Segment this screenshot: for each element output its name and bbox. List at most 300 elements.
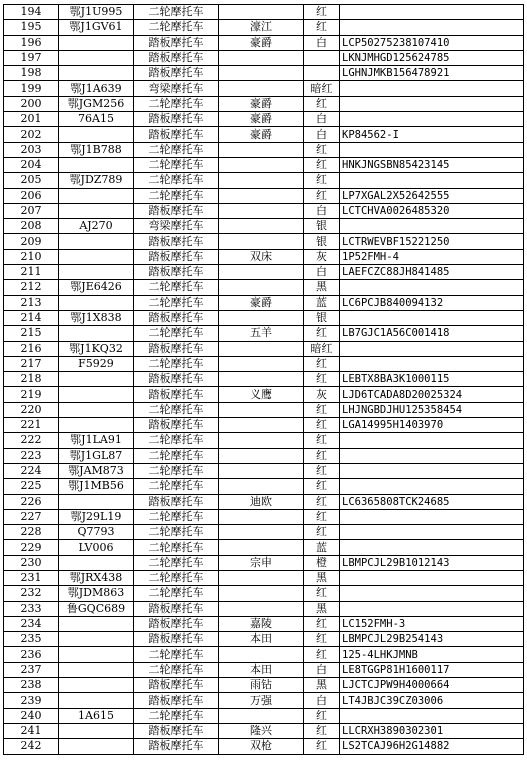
plate-number-cell: 鄂JRX438 <box>59 570 134 585</box>
brand-cell <box>219 463 304 478</box>
row-number-cell: 214 <box>4 310 59 325</box>
vehicle-type-cell: 二轮摩托车 <box>134 555 219 570</box>
vehicle-type-cell: 踏板摩托车 <box>134 341 219 356</box>
brand-cell <box>219 509 304 524</box>
vehicle-type-cell: 踏板摩托车 <box>134 723 219 738</box>
vehicle-color-cell: 红 <box>304 616 340 631</box>
plate-number-cell <box>59 35 134 50</box>
brand-cell: 双枪 <box>219 739 304 754</box>
vehicle-color-cell: 白 <box>304 112 340 127</box>
frame-number-cell: LJCTCJPW9H4000664 <box>340 678 524 693</box>
plate-number-cell <box>59 127 134 142</box>
vehicle-type-cell: 二轮摩托车 <box>134 5 219 20</box>
row-number-cell: 206 <box>4 188 59 203</box>
frame-number-cell: 1P52FMH-4 <box>340 249 524 264</box>
frame-number-cell: LBMPCJL29B254143 <box>340 632 524 647</box>
table-row <box>4 372 524 387</box>
brand-cell <box>219 586 304 601</box>
brand-cell <box>219 50 304 65</box>
frame-number-cell: LHJNGBDJHU125358454 <box>340 402 524 417</box>
table-row <box>4 188 524 203</box>
table-row <box>4 66 524 81</box>
frame-number-cell: HNKJNGSBN85423145 <box>340 157 524 172</box>
brand-cell <box>219 708 304 723</box>
table-row <box>4 509 524 524</box>
frame-number-cell <box>340 219 524 234</box>
plate-number-cell <box>59 739 134 754</box>
table-row <box>4 570 524 585</box>
plate-number-cell: 鄂JDM863 <box>59 586 134 601</box>
plate-number-cell <box>59 555 134 570</box>
brand-cell: 濠江 <box>219 20 304 35</box>
vehicle-color-cell: 蓝 <box>304 540 340 555</box>
plate-number-cell: 鄂J29L19 <box>59 509 134 524</box>
row-number-cell: 198 <box>4 66 59 81</box>
frame-number-cell <box>340 142 524 157</box>
vehicle-type-cell: 踏板摩托车 <box>134 35 219 50</box>
vehicle-type-cell: 踏板摩托车 <box>134 234 219 249</box>
row-number-cell: 202 <box>4 127 59 142</box>
row-number-cell: 238 <box>4 678 59 693</box>
brand-cell: 本田 <box>219 662 304 677</box>
vehicle-color-cell: 白 <box>304 203 340 218</box>
row-number-cell: 208 <box>4 219 59 234</box>
plate-number-cell: 1A615 <box>59 708 134 723</box>
frame-number-cell: LP7XGAL2X52642555 <box>340 188 524 203</box>
row-number-cell: 221 <box>4 418 59 433</box>
table-row <box>4 723 524 738</box>
table-row <box>4 678 524 693</box>
frame-number-cell: LGA14995H1403970 <box>340 418 524 433</box>
table-row <box>4 35 524 50</box>
vehicle-color-cell: 银 <box>304 219 340 234</box>
brand-cell <box>219 418 304 433</box>
vehicle-type-cell: 二轮摩托车 <box>134 570 219 585</box>
vehicle-color-cell: 红 <box>304 739 340 754</box>
vehicle-type-cell: 踏板摩托车 <box>134 616 219 631</box>
vehicle-color-cell: 蓝 <box>304 295 340 310</box>
row-number-cell: 216 <box>4 341 59 356</box>
brand-cell <box>219 402 304 417</box>
table-row <box>4 310 524 325</box>
brand-cell: 本田 <box>219 632 304 647</box>
plate-number-cell: 鄂J1X838 <box>59 310 134 325</box>
table-row <box>4 601 524 616</box>
vehicle-type-cell: 二轮摩托车 <box>134 708 219 723</box>
frame-number-cell <box>340 570 524 585</box>
frame-number-cell: LCTRWEVBF15221250 <box>340 234 524 249</box>
vehicle-table <box>3 4 524 755</box>
frame-number-cell: LJD6TCADA8D20025324 <box>340 387 524 402</box>
vehicle-color-cell: 银 <box>304 234 340 249</box>
row-number-cell: 237 <box>4 662 59 677</box>
brand-cell: 豪爵 <box>219 35 304 50</box>
plate-number-cell <box>59 693 134 708</box>
row-number-cell: 233 <box>4 601 59 616</box>
table-row <box>4 616 524 631</box>
table-row <box>4 356 524 371</box>
brand-cell: 豪爵 <box>219 127 304 142</box>
vehicle-color-cell: 红 <box>304 5 340 20</box>
brand-cell <box>219 66 304 81</box>
row-number-cell: 213 <box>4 295 59 310</box>
vehicle-color-cell: 红 <box>304 142 340 157</box>
frame-number-cell: LE8TGGP81H1600117 <box>340 662 524 677</box>
row-number-cell: 227 <box>4 509 59 524</box>
brand-cell <box>219 540 304 555</box>
table-row <box>4 157 524 172</box>
frame-number-cell: LT4JBJC39CZ03006 <box>340 693 524 708</box>
frame-number-cell <box>340 479 524 494</box>
plate-number-cell <box>59 402 134 417</box>
vehicle-type-cell: 踏板摩托车 <box>134 678 219 693</box>
row-number-cell: 220 <box>4 402 59 417</box>
vehicle-color-cell: 红 <box>304 402 340 417</box>
row-number-cell: 205 <box>4 173 59 188</box>
vehicle-color-cell: 黑 <box>304 601 340 616</box>
row-number-cell: 229 <box>4 540 59 555</box>
plate-number-cell: 鄂J1LA91 <box>59 433 134 448</box>
frame-number-cell: LC6365808TCK24685 <box>340 494 524 509</box>
plate-number-cell: 鄂JGM256 <box>59 96 134 111</box>
frame-number-cell: LGHNJMKB156478921 <box>340 66 524 81</box>
brand-cell: 双床 <box>219 249 304 264</box>
frame-number-cell <box>340 601 524 616</box>
table-row <box>4 341 524 356</box>
vehicle-type-cell: 踏板摩托车 <box>134 372 219 387</box>
table-row <box>4 5 524 20</box>
row-number-cell: 203 <box>4 142 59 157</box>
table-row <box>4 632 524 647</box>
plate-number-cell: 鄂JE6426 <box>59 280 134 295</box>
table-row <box>4 387 524 402</box>
row-number-cell: 239 <box>4 693 59 708</box>
vehicle-color-cell <box>304 50 340 65</box>
plate-number-cell <box>59 418 134 433</box>
plate-number-cell <box>59 494 134 509</box>
row-number-cell: 231 <box>4 570 59 585</box>
plate-number-cell <box>59 372 134 387</box>
row-number-cell: 236 <box>4 647 59 662</box>
vehicle-type-cell: 二轮摩托车 <box>134 157 219 172</box>
vehicle-type-cell: 踏板摩托车 <box>134 601 219 616</box>
vehicle-type-cell: 踏板摩托车 <box>134 112 219 127</box>
frame-number-cell: LS2TCAJ96H2G14882 <box>340 739 524 754</box>
vehicle-color-cell: 暗红 <box>304 341 340 356</box>
frame-number-cell: LKNJMHGD125624785 <box>340 50 524 65</box>
frame-number-cell <box>340 112 524 127</box>
table-row <box>4 525 524 540</box>
table-row <box>4 693 524 708</box>
plate-number-cell: 鄂J1MB56 <box>59 479 134 494</box>
row-number-cell: 207 <box>4 203 59 218</box>
brand-cell: 豪爵 <box>219 96 304 111</box>
vehicle-color-cell: 白 <box>304 35 340 50</box>
table-row <box>4 203 524 218</box>
vehicle-type-cell: 二轮摩托车 <box>134 463 219 478</box>
row-number-cell: 211 <box>4 265 59 280</box>
vehicle-type-cell: 踏板摩托车 <box>134 203 219 218</box>
table-row <box>4 295 524 310</box>
frame-number-cell <box>340 509 524 524</box>
brand-cell <box>219 310 304 325</box>
table-row <box>4 418 524 433</box>
vehicle-color-cell: 白 <box>304 662 340 677</box>
plate-number-cell <box>59 203 134 218</box>
vehicle-type-cell: 二轮摩托车 <box>134 142 219 157</box>
vehicle-type-cell: 踏板摩托车 <box>134 418 219 433</box>
row-number-cell: 209 <box>4 234 59 249</box>
row-number-cell: 195 <box>4 20 59 35</box>
table-row <box>4 555 524 570</box>
plate-number-cell <box>59 234 134 249</box>
vehicle-color-cell: 红 <box>304 326 340 341</box>
table-row <box>4 647 524 662</box>
vehicle-type-cell: 二轮摩托车 <box>134 280 219 295</box>
vehicle-color-cell: 红 <box>304 433 340 448</box>
brand-cell <box>219 570 304 585</box>
brand-cell <box>219 219 304 234</box>
plate-number-cell <box>59 265 134 280</box>
vehicle-color-cell: 红 <box>304 463 340 478</box>
brand-cell <box>219 356 304 371</box>
row-number-cell: 212 <box>4 280 59 295</box>
plate-number-cell <box>59 249 134 264</box>
plate-number-cell: 鄂J1B788 <box>59 142 134 157</box>
plate-number-cell: 鄂J1A639 <box>59 81 134 96</box>
brand-cell: 万强 <box>219 693 304 708</box>
plate-number-cell: F5929 <box>59 356 134 371</box>
row-number-cell: 242 <box>4 739 59 754</box>
brand-cell <box>219 5 304 20</box>
row-number-cell: 226 <box>4 494 59 509</box>
frame-number-cell <box>340 356 524 371</box>
frame-number-cell: LCTCHVA0026485320 <box>340 203 524 218</box>
frame-number-cell <box>340 708 524 723</box>
vehicle-type-cell: 踏板摩托车 <box>134 265 219 280</box>
vehicle-color-cell: 橙 <box>304 555 340 570</box>
brand-cell <box>219 173 304 188</box>
plate-number-cell <box>59 66 134 81</box>
frame-number-cell: LLCRXH3890302301 <box>340 723 524 738</box>
brand-cell: 嘉陵 <box>219 616 304 631</box>
plate-number-cell: AJ270 <box>59 219 134 234</box>
vehicle-type-cell: 二轮摩托车 <box>134 448 219 463</box>
vehicle-color-cell: 红 <box>304 632 340 647</box>
vehicle-type-cell: 二轮摩托车 <box>134 326 219 341</box>
table-row <box>4 234 524 249</box>
row-number-cell: 194 <box>4 5 59 20</box>
frame-number-cell: LBMPCJL29B1012143 <box>340 555 524 570</box>
brand-cell: 雨钻 <box>219 678 304 693</box>
vehicle-color-cell: 白 <box>304 693 340 708</box>
brand-cell <box>219 265 304 280</box>
vehicle-color-cell: 红 <box>304 448 340 463</box>
brand-cell <box>219 203 304 218</box>
vehicle-type-cell: 踏板摩托车 <box>134 249 219 264</box>
row-number-cell: 230 <box>4 555 59 570</box>
frame-number-cell <box>340 173 524 188</box>
vehicle-color-cell: 红 <box>304 647 340 662</box>
vehicle-color-cell: 黑 <box>304 280 340 295</box>
brand-cell: 宗申 <box>219 555 304 570</box>
frame-number-cell <box>340 463 524 478</box>
vehicle-type-cell: 二轮摩托车 <box>134 356 219 371</box>
table-row <box>4 708 524 723</box>
table-row <box>4 280 524 295</box>
frame-number-cell: LC152FMH-3 <box>340 616 524 631</box>
frame-number-cell: KP84562-I <box>340 127 524 142</box>
frame-number-cell <box>340 433 524 448</box>
vehicle-color-cell: 红 <box>304 20 340 35</box>
vehicle-color-cell: 红 <box>304 173 340 188</box>
plate-number-cell <box>59 387 134 402</box>
vehicle-color-cell: 暗红 <box>304 81 340 96</box>
row-number-cell: 240 <box>4 708 59 723</box>
frame-number-cell <box>340 310 524 325</box>
row-number-cell: 223 <box>4 448 59 463</box>
plate-number-cell <box>59 188 134 203</box>
plate-number-cell <box>59 326 134 341</box>
vehicle-type-cell: 二轮摩托车 <box>134 402 219 417</box>
brand-cell <box>219 647 304 662</box>
plate-number-cell <box>59 662 134 677</box>
plate-number-cell <box>59 616 134 631</box>
plate-number-cell: 鄂J1GV61 <box>59 20 134 35</box>
table-row <box>4 127 524 142</box>
vehicle-type-cell: 踏板摩托车 <box>134 632 219 647</box>
vehicle-type-cell: 二轮摩托车 <box>134 173 219 188</box>
vehicle-type-cell: 踏板摩托车 <box>134 693 219 708</box>
vehicle-type-cell: 踏板摩托车 <box>134 387 219 402</box>
plate-number-cell <box>59 157 134 172</box>
vehicle-type-cell: 二轮摩托车 <box>134 20 219 35</box>
table-row <box>4 50 524 65</box>
vehicle-type-cell: 二轮摩托车 <box>134 525 219 540</box>
frame-number-cell: LEBTX8BA3K1000115 <box>340 372 524 387</box>
brand-cell <box>219 188 304 203</box>
brand-cell <box>219 157 304 172</box>
frame-number-cell <box>340 5 524 20</box>
brand-cell <box>219 479 304 494</box>
row-number-cell: 219 <box>4 387 59 402</box>
vehicle-color-cell: 红 <box>304 372 340 387</box>
vehicle-color-cell: 银 <box>304 310 340 325</box>
vehicle-color-cell: 红 <box>304 356 340 371</box>
table-row <box>4 142 524 157</box>
brand-cell <box>219 341 304 356</box>
table-row <box>4 112 524 127</box>
vehicle-color-cell: 白 <box>304 127 340 142</box>
vehicle-color-cell: 红 <box>304 509 340 524</box>
vehicle-type-cell: 踏板摩托车 <box>134 310 219 325</box>
frame-number-cell: LC6PCJB840094132 <box>340 295 524 310</box>
brand-cell <box>219 448 304 463</box>
vehicle-type-cell: 二轮摩托车 <box>134 662 219 677</box>
row-number-cell: 222 <box>4 433 59 448</box>
vehicle-type-cell: 二轮摩托车 <box>134 479 219 494</box>
plate-number-cell: 鄂J1GL87 <box>59 448 134 463</box>
vehicle-color-cell: 红 <box>304 723 340 738</box>
vehicle-type-cell: 二轮摩托车 <box>134 188 219 203</box>
table-row <box>4 662 524 677</box>
table-row <box>4 20 524 35</box>
frame-number-cell <box>340 280 524 295</box>
table-row <box>4 265 524 280</box>
brand-cell: 豪爵 <box>219 112 304 127</box>
vehicle-color-cell: 灰 <box>304 249 340 264</box>
vehicle-type-cell: 踏板摩托车 <box>134 66 219 81</box>
plate-number-cell <box>59 678 134 693</box>
row-number-cell: 218 <box>4 372 59 387</box>
table-row <box>4 249 524 264</box>
table-row <box>4 739 524 754</box>
vehicle-color-cell: 黑 <box>304 678 340 693</box>
table-row <box>4 81 524 96</box>
table-row <box>4 540 524 555</box>
vehicle-color-cell <box>304 66 340 81</box>
table-row <box>4 173 524 188</box>
table-row <box>4 494 524 509</box>
vehicle-color-cell: 红 <box>304 525 340 540</box>
vehicle-type-cell: 弯梁摩托车 <box>134 81 219 96</box>
vehicle-color-cell: 白 <box>304 265 340 280</box>
row-number-cell: 210 <box>4 249 59 264</box>
frame-number-cell <box>340 20 524 35</box>
brand-cell: 隆兴 <box>219 723 304 738</box>
brand-cell <box>219 142 304 157</box>
table-row <box>4 463 524 478</box>
plate-number-cell: 鲁GQC689 <box>59 601 134 616</box>
vehicle-color-cell: 红 <box>304 708 340 723</box>
row-number-cell: 225 <box>4 479 59 494</box>
row-number-cell: 228 <box>4 525 59 540</box>
table-body <box>4 5 524 755</box>
brand-cell <box>219 81 304 96</box>
table-row <box>4 479 524 494</box>
frame-number-cell: LB7GJC1A56C001418 <box>340 326 524 341</box>
brand-cell <box>219 372 304 387</box>
row-number-cell: 215 <box>4 326 59 341</box>
vehicle-type-cell: 二轮摩托车 <box>134 509 219 524</box>
vehicle-type-cell: 二轮摩托车 <box>134 295 219 310</box>
vehicle-type-cell: 二轮摩托车 <box>134 433 219 448</box>
row-number-cell: 196 <box>4 35 59 50</box>
brand-cell: 豪爵 <box>219 295 304 310</box>
vehicle-color-cell: 红 <box>304 418 340 433</box>
vehicle-type-cell: 踏板摩托车 <box>134 127 219 142</box>
plate-number-cell <box>59 50 134 65</box>
plate-number-cell <box>59 647 134 662</box>
frame-number-cell <box>340 525 524 540</box>
row-number-cell: 199 <box>4 81 59 96</box>
plate-number-cell: LV006 <box>59 540 134 555</box>
plate-number-cell: 76A15 <box>59 112 134 127</box>
row-number-cell: 197 <box>4 50 59 65</box>
vehicle-color-cell: 红 <box>304 586 340 601</box>
frame-number-cell: LCP50275238107410 <box>340 35 524 50</box>
vehicle-color-cell: 灰 <box>304 387 340 402</box>
vehicle-color-cell: 红 <box>304 96 340 111</box>
vehicle-type-cell: 二轮摩托车 <box>134 540 219 555</box>
brand-cell <box>219 433 304 448</box>
table-row <box>4 326 524 341</box>
vehicle-type-cell: 踏板摩托车 <box>134 739 219 754</box>
row-number-cell: 200 <box>4 96 59 111</box>
plate-number-cell: Q7793 <box>59 525 134 540</box>
frame-number-cell <box>340 448 524 463</box>
brand-cell: 五羊 <box>219 326 304 341</box>
